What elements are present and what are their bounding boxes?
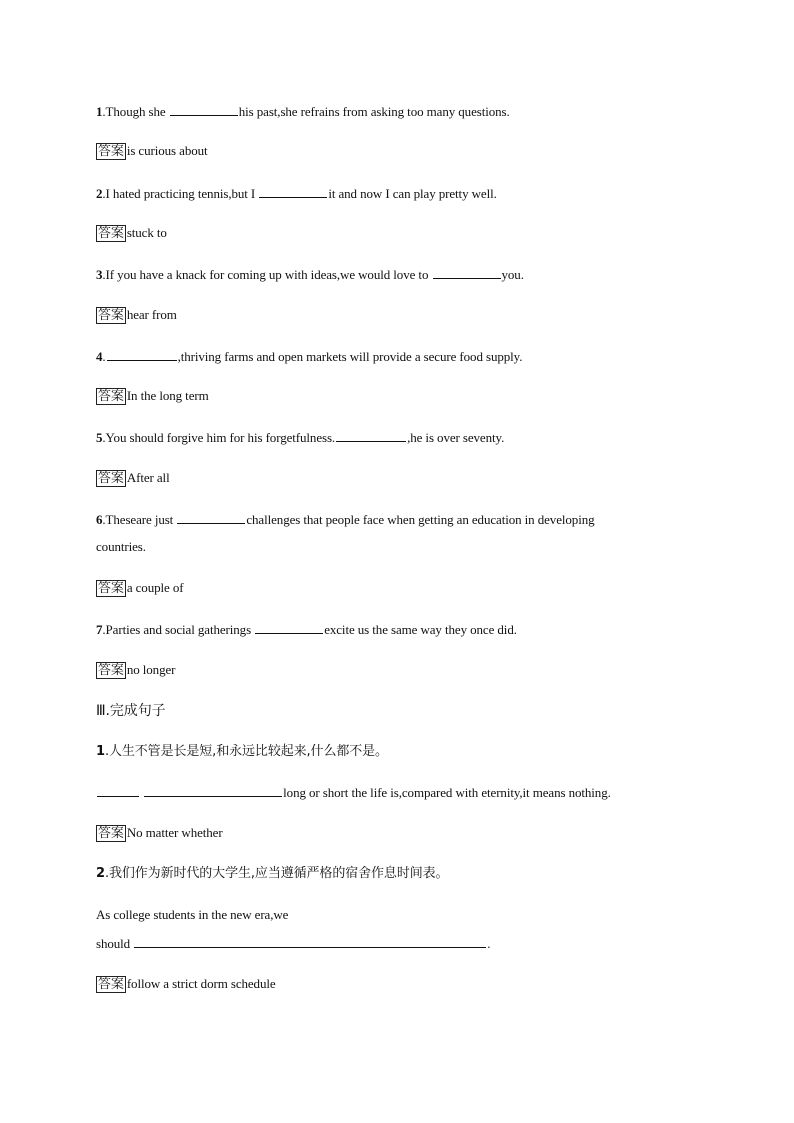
question-text: countries.: [96, 539, 146, 554]
answer-text: no longer: [126, 662, 176, 677]
question-number: 5: [96, 430, 103, 445]
answer-text: hear from: [126, 307, 177, 322]
question-4: [96, 348, 522, 365]
question-text: .If you have a knack for coming up with ideas,we would love to: [102, 267, 432, 282]
question-text: challenges that people face when getting an education in developing: [246, 512, 595, 527]
question-text: ,thriving farms and open markets will provide a secure food supply.: [177, 349, 523, 364]
answer-text: No matter whether: [126, 825, 223, 840]
answer-text: In the long term: [126, 388, 209, 403]
question-text: .You should forgive him for his forgetfulness.: [102, 430, 336, 445]
answer-blank: [336, 429, 406, 442]
answer-6: [96, 580, 183, 597]
question-5: [96, 429, 504, 446]
chinese-prompt: .人生不管是长是短,和永远比较起来,什么都不是。: [104, 744, 388, 759]
answer-2: [96, 225, 167, 242]
answer-blank: [97, 784, 139, 797]
question-text: .: [487, 936, 491, 951]
answer-tag: 答案: [98, 308, 124, 323]
answer-blank: [433, 266, 501, 279]
question-text: his past,she refrains from asking too many questions.: [238, 104, 510, 119]
section-title: Ⅲ.完成句子: [96, 703, 166, 719]
question-text: .I hated practicing tennis,but I: [102, 186, 259, 201]
answer-blank: [177, 511, 245, 524]
answer-5: [96, 470, 170, 487]
question-text: it and now I can play pretty well.: [328, 186, 497, 201]
answer-text: After all: [126, 470, 170, 485]
question-number: 7: [96, 622, 103, 637]
question-number: 1: [96, 744, 105, 759]
answer-tag: 答案: [98, 663, 124, 678]
question-3-1-prompt: [96, 744, 388, 760]
question-text: you.: [501, 267, 524, 282]
question-text: excite us the same way they once did.: [324, 622, 517, 637]
question-number: 4: [96, 349, 103, 364]
answer-tag: 答案: [98, 977, 124, 992]
question-2: [96, 185, 497, 202]
answer-7: [96, 662, 175, 679]
answer-text: is curious about: [126, 143, 208, 158]
question-3-2-line2: [96, 935, 490, 952]
answer-tag: 答案: [98, 471, 124, 486]
question-6-continued: [96, 539, 146, 555]
answer-blank: [255, 621, 323, 634]
question-3-2-line1: [96, 907, 288, 923]
question-1: [96, 103, 510, 120]
question-3-2-prompt: [96, 866, 448, 882]
question-3: [96, 266, 524, 283]
question-number: 2: [96, 186, 103, 201]
question-text: should: [96, 936, 134, 951]
question-number: 6: [96, 512, 103, 527]
question-7: [96, 621, 517, 638]
question-number: 1: [96, 104, 103, 119]
answer-text: stuck to: [126, 225, 167, 240]
question-3-1: [96, 784, 611, 801]
answer-3-1: [96, 825, 223, 842]
answer-tag: 答案: [98, 826, 124, 841]
answer-blank: [170, 103, 238, 116]
question-text: .Theseare just: [102, 512, 177, 527]
answer-text: follow a strict dorm schedule: [126, 976, 276, 991]
answer-1: [96, 143, 208, 160]
answer-blank: [259, 185, 327, 198]
question-text: .: [102, 349, 106, 364]
chinese-prompt: .我们作为新时代的大学生,应当遵循严格的宿舍作息时间表。: [104, 866, 449, 881]
answer-tag: 答案: [98, 389, 124, 404]
question-text: ,he is over seventy.: [407, 430, 505, 445]
answer-text: a couple of: [126, 580, 184, 595]
question-text: .Parties and social gatherings: [102, 622, 255, 637]
answer-3-2: [96, 976, 276, 993]
question-text: long or short the life is,compared with eternity,it means nothing.: [283, 785, 611, 800]
answer-tag: 答案: [98, 226, 124, 241]
question-text: .Though she: [102, 104, 169, 119]
question-6: [96, 511, 595, 528]
question-text: As college students in the new era,we: [96, 907, 289, 922]
question-number: 2: [96, 866, 105, 881]
answer-blank: [144, 784, 282, 797]
answer-tag: 答案: [98, 581, 124, 596]
answer-3: [96, 307, 177, 324]
answer-4: [96, 388, 209, 405]
question-number: 3: [96, 267, 103, 282]
answer-tag: 答案: [98, 144, 124, 159]
answer-blank: [134, 935, 486, 948]
answer-blank: [107, 348, 177, 361]
